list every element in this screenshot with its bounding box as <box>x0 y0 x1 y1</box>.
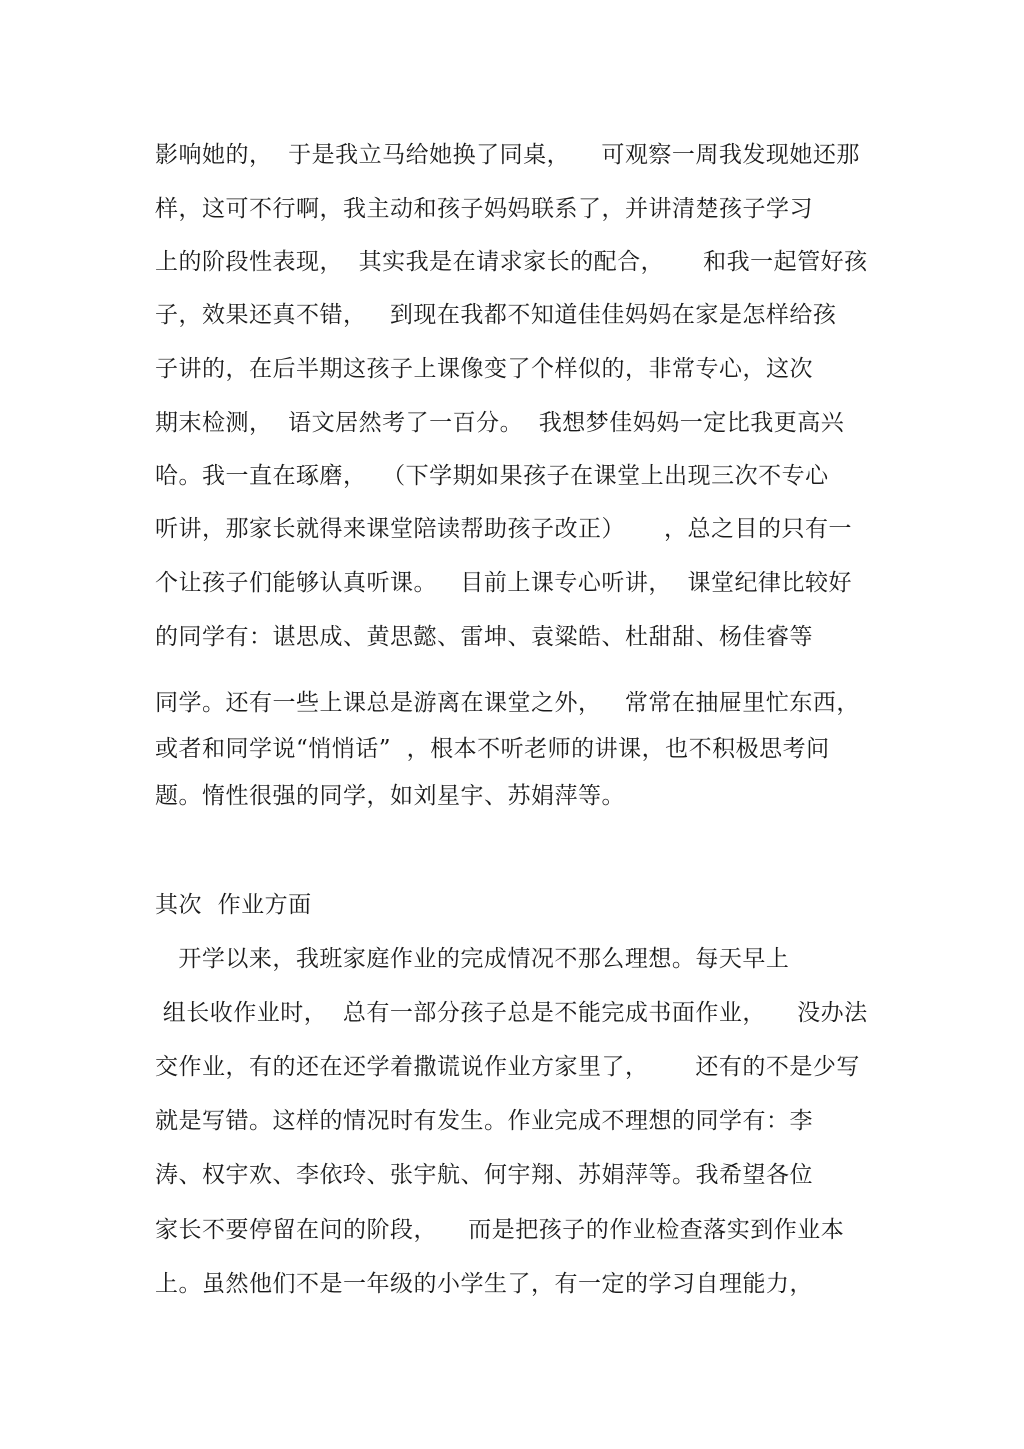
text-line: 的同学有：谌思成、黄思懿、雷坤、袁粱皓、杜甜甜、杨佳睿等 <box>155 624 813 650</box>
text-line: 子，效果还真不错， 到现在我都不知道佳佳妈妈在家是怎样给孩 <box>155 302 837 328</box>
text-line: 家长不要停留在问的阶段， 而是把孩子的作业检查落实到作业本 <box>155 1217 845 1243</box>
section-heading: 其次 作业方面 <box>155 892 312 918</box>
text-line: 影响她的， 于是我立马给她换了同桌， 可观察一周我发现她还那 <box>155 142 860 168</box>
text-line: 组长收作业时， 总有一部分孩子总是不能完成书面作业， 没办法 <box>155 1000 868 1026</box>
text-line: 子讲的，在后半期这孩子上课像变了个样似的，非常专心，这次 <box>155 356 813 382</box>
text-line: 哈。我一直在琢磨， （下学期如果孩子在课堂上出现三次不专心 <box>155 463 829 489</box>
text-line: 开学以来，我班家庭作业的完成情况不那么理想。每天早上 <box>155 946 790 972</box>
text-line: 期末检测， 语文居然考了一百分。 我想梦佳妈妈一定比我更高兴 <box>155 410 845 436</box>
text-line: 个让孩子们能够认真听课。 目前上课专心听讲， 课堂纪律比较好 <box>155 570 853 596</box>
text-line: 上。虽然他们不是一年级的小学生了，有一定的学习自理能力， <box>155 1271 813 1297</box>
text-line: 交作业，有的还在还学着撒谎说作业方家里了， 还有的不是少写 <box>155 1054 860 1080</box>
text-line: 题。惰性很强的同学，如刘星宇、苏娟萍等。 <box>155 783 625 809</box>
text-line: 涛、权宇欢、李依玲、张宇航、何宇翔、苏娟萍等。我希望各位 <box>155 1162 813 1188</box>
text-line: 听讲，那家长就得来课堂陪读帮助孩子改正） ，总之目的只有一 <box>155 516 853 542</box>
text-line: 或者和同学说“悄悄话” ，根本不听老师的讲课，也不积极思考问 <box>155 736 830 762</box>
text-line: 上的阶段性表现， 其实我是在请求家长的配合， 和我一起管好孩 <box>155 249 868 275</box>
text-line: 样，这可不行啊，我主动和孩子妈妈联系了，并讲清楚孩子学习 <box>155 196 813 222</box>
text-line: 同学。还有一些上课总是游离在课堂之外， 常常在抽屉里忙东西， <box>155 690 860 716</box>
text-line: 就是写错。这样的情况时有发生。作业完成不理想的同学有：李 <box>155 1108 813 1134</box>
